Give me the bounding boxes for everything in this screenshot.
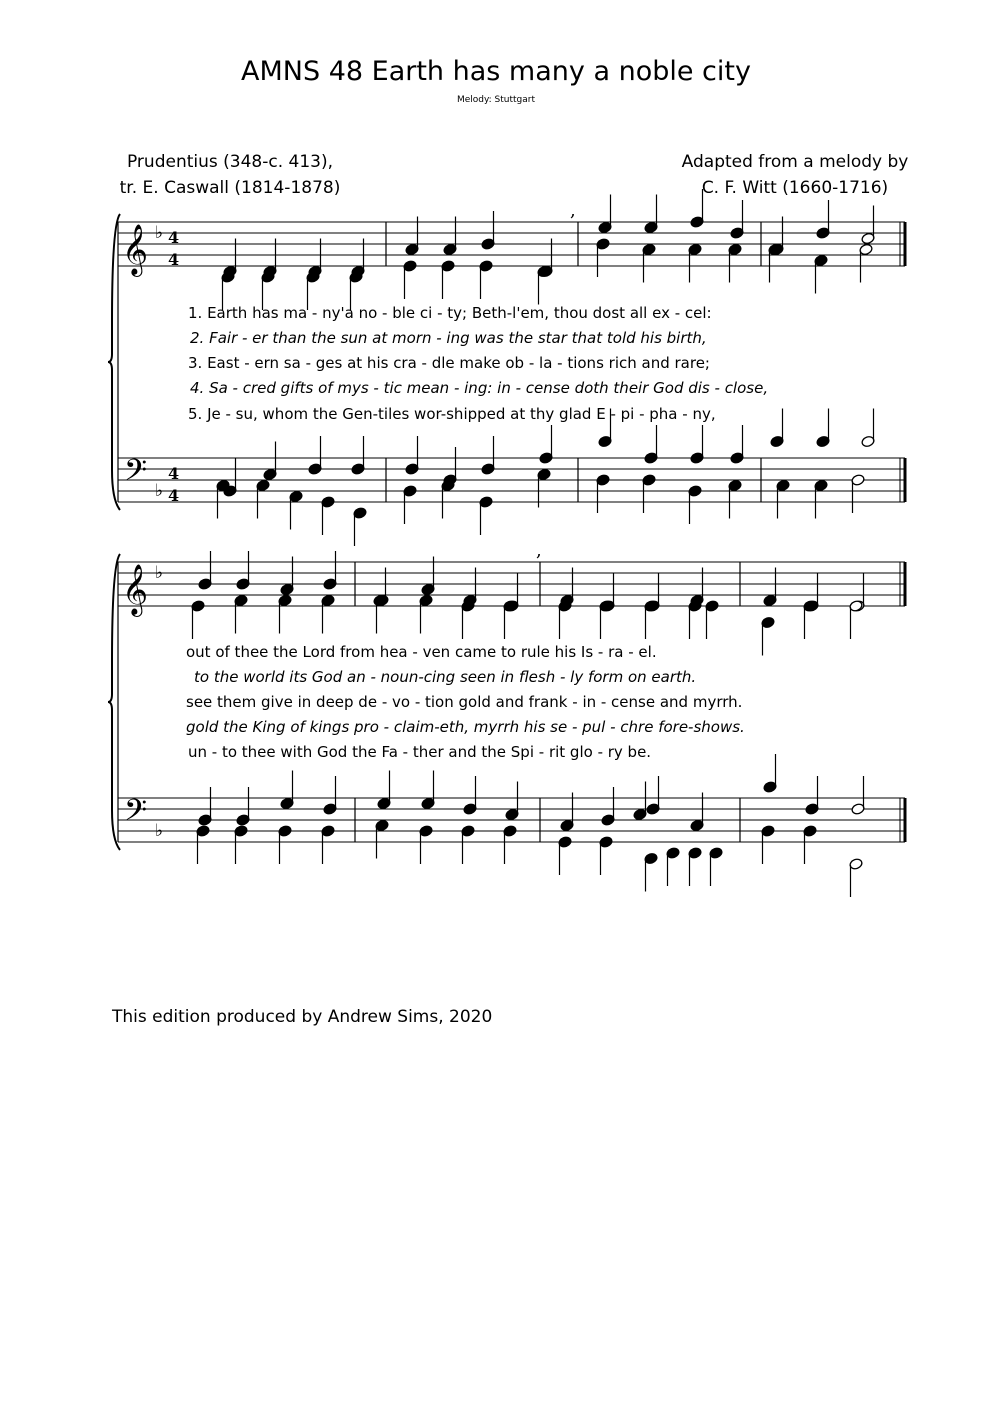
lyric-s2-verse-5: un - to thee with God the Fa - ther and the Spi - rit glo - ry be. [188, 743, 652, 761]
lyric-s2-verse-4: gold the King of kings pro - claim-eth, myrrh his se - pul - chre fore-shows. [186, 718, 745, 736]
bass-clef: 𝄢 [124, 794, 148, 835]
breath-mark: , [570, 200, 576, 221]
time-signature-top: 4 [168, 464, 180, 483]
words-credit-line-2: tr. E. Caswall (1814-1878) [119, 178, 341, 198]
lyric-s1-verse-4: 4. Sa - cred gifts of mys - tic mean - ing: in - cense doth their God dis - close, [190, 379, 769, 397]
time-signature-bottom: 4 [168, 250, 180, 269]
music-credit-line-1: Adapted from a melody by [681, 152, 909, 172]
flat-key-signature: ♭ [155, 223, 164, 243]
lyric-s1-verse-2: 2. Fair - er than the sun at morn - ing was the star that told his birth, [190, 329, 707, 347]
lyric-s2-verse-2: to the world its God an - noun-cing seen in flesh - ly form on earth. [194, 668, 697, 686]
time-signature-bottom: 4 [168, 486, 180, 505]
treble-clef: 𝄞 [122, 224, 149, 275]
flat-key-signature: ♭ [155, 563, 164, 583]
lyric-s2-verse-3: see them give in deep de - vo - tion gold and frank - in - cense and myrrh. [186, 693, 743, 711]
lyric-s1-verse-1: 1. Earth has ma - ny'a no - ble ci - ty; Beth-l'em, thou dost all ex - cel: [188, 304, 712, 322]
hymn-title: AMNS 48 Earth has many a noble city [241, 56, 751, 87]
flat-key-signature: ♭ [155, 481, 164, 501]
treble-clef: 𝄞 [122, 564, 149, 615]
music-credit-line-2: C. F. Witt (1660-1716) [701, 178, 889, 198]
bass-clef: 𝄢 [124, 454, 148, 495]
lyric-s1-verse-3: 3. East - ern sa - ges at his cra - dle make ob - la - tions rich and rare; [188, 354, 710, 372]
words-credit-line-1: Prudentius (348-c. 413), [126, 152, 334, 172]
melody-name: Melody: Stuttgart [456, 95, 536, 105]
breath-mark: , [536, 540, 542, 561]
lyric-s2-verse-1: out of thee the Lord from hea - ven came to rule his Is - ra - el. [186, 643, 657, 661]
flat-key-signature: ♭ [155, 821, 164, 841]
lyric-s1-verse-5: 5. Je - su, whom the Gen-tiles wor-shipped at thy glad E - pi - pha - ny, [188, 405, 716, 423]
time-signature-top: 4 [168, 228, 180, 247]
edition-credit: This edition produced by Andrew Sims, 2020 [112, 1007, 493, 1027]
